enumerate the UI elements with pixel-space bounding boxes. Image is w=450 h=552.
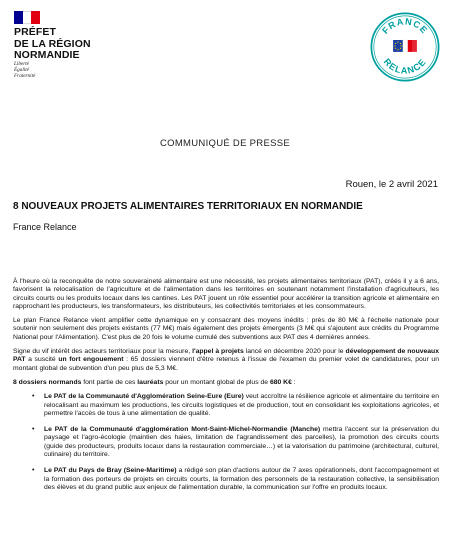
list-item (44, 393, 439, 418)
motto-liberte: Liberté (14, 61, 29, 67)
svg-text:RELANCE (382, 57, 428, 76)
bold-run: 8 dossiers normands (13, 378, 82, 386)
france-relance-seal-icon (370, 12, 440, 82)
prefecture-line-1: PRÉFET (14, 26, 57, 38)
svg-text:FRANCE (380, 16, 430, 35)
list-item-text: veut accroître la résilience agricole et alimentaire du territoire en relocalisant au maximum les productions, les circuits logistiques et de production, tout en consolidant les exploitations agricoles, et permettre l'accès de tous à une alimentation de qualité. (44, 393, 439, 417)
text-run: font partie de ces (81, 378, 138, 386)
paragraph-laureates (13, 379, 439, 387)
seal-bottom-text: RELANCE (381, 56, 429, 76)
document-title: 8 NOUVEAUX PROJETS ALIMENTAIRES TERRITORIAUX EN NORMANDIE (13, 201, 363, 212)
list-item (44, 426, 439, 459)
text-run: Signe du vif intérêt des acteurs territoriaux pour la mesure, (13, 348, 193, 356)
bold-run: développement de nouveaux PAT (13, 348, 439, 364)
text-run: : 65 dossiers viennent d'être retenus à l'issue de l'examen du premier volet de candidatures, pour un montant global de subvention d'un peu plus de 5,3 M€. (13, 356, 439, 372)
text-run: pour un montant global de plus de (163, 378, 270, 386)
list-item (44, 467, 439, 492)
release-date: Rouen, le 2 avril 2021 (345, 179, 438, 190)
french-flag-icon (14, 11, 40, 24)
bold-run: 680 K€ (269, 378, 292, 386)
prefecture-line-3: NORMANDIE (14, 49, 80, 61)
paragraph-intro: À l'heure où la reconquête de notre souveraineté alimentaire est une nécessité, les projets alimentaires territoriaux (PAT), créés il y a 6 ans, favorisent la relocalisation de l'agriculture et de l'alimentation dans les territoires en soutenant notamment l'installation d'agriculteurs, les circuits courts ou les produits locaux dans les cantines. Les PAT jouent un rôle essentiel pour accélérer la transition agricole et alimentaire en rapprochant les producteurs, les transformateurs, les distributeurs, les collectivités territoriales et les consommateurs. (13, 278, 439, 310)
list-item-heading: Le PAT du Pays de Bray (Seine-Maritime) (44, 467, 177, 475)
document-subtitle: France Relance (13, 222, 77, 232)
bold-run: l'appel à projets (192, 348, 244, 356)
seal-top-text: FRANCE (380, 16, 430, 36)
laureates-list (13, 393, 439, 492)
paragraph-call-for-projects (13, 348, 439, 373)
press-release-label: COMMUNIQUÉ DE PRESSE (159, 138, 291, 149)
document-body (13, 278, 439, 500)
list-item-heading: Le PAT de la Communauté d'Agglomération Seine-Eure (Eure) (44, 393, 244, 401)
paragraph-funding: Le plan France Relance vient amplifier cette dynamique en y consacrant des moyens inédits : près de 80 M€ à l'échelle nationale pour soutenir non seulement des projets existants (77 M€) mais également des projets émergents (3 M€ qui s'ajoutent aux crédits du Programme National pour l'Alimentation). C'est plus de 20 fois le volume cumulé des subventions aux PAT des 4 dernières années. (13, 317, 439, 341)
list-item-heading: Le PAT de la Communauté d'agglomération Mont-Saint-Michel-Normandie (Manche) (44, 426, 321, 434)
prefecture-line-2: DE LA RÉGION (14, 37, 91, 50)
list-item-text: mettra l'accent sur la préservation du paysage et l'agro-écologie (maintien des haies, limitation de l'agrandissement des parcelles), la promotion des circuits courts (guide des producteurs, produits locaux dans la restauration commerciale…) et la valorisation du patrimoine (architectural, culturel, culinaire) du territoire. (44, 426, 439, 459)
text-run: lancé en décembre 2020 pour le (243, 348, 346, 356)
republic-motto (14, 61, 35, 79)
list-item-text: a rédigé son plan d'actions autour de 7 axes opérationnels, dont l'accompagnement et la formation des porteurs de projets en circuits courts, la formation des personnels de la restauration collective, la sensibilisation des élèves et du grand public aux enjeux de l'alimentation durable, la communication sur l'offre en produits locaux. (44, 467, 439, 491)
bold-run: un fort engouement (58, 356, 124, 364)
motto-egalite: Égalité (14, 67, 29, 73)
text-run: : (291, 378, 296, 386)
prefecture-logo-text (14, 27, 91, 62)
motto-fraternite: Fraternité (14, 73, 36, 79)
bold-run: lauréats (137, 378, 164, 386)
text-run: a suscité (25, 356, 59, 364)
